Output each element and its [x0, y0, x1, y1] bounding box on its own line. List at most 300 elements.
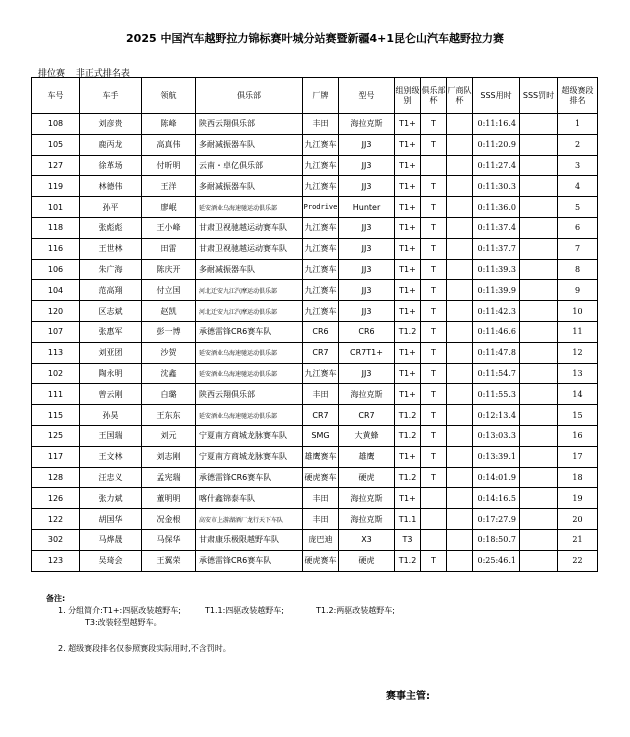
cell-brand: 九江赛车: [303, 238, 339, 259]
cell-club-cup: [421, 509, 447, 530]
cell-club: 河北迁安九江汽摩运动俱乐部: [196, 301, 303, 322]
cell-maker-cup: [447, 321, 473, 342]
cell-club: 云南・卓亿俱乐部: [196, 155, 303, 176]
cell-rank: 20: [558, 509, 598, 530]
cell-model: 海拉克斯: [339, 384, 395, 405]
cell-rank: 15: [558, 405, 598, 426]
cell-codriver: 付昕明: [142, 155, 196, 176]
table-row: [32, 425, 598, 446]
cell-sss-time: 0:11:39.9: [473, 280, 520, 301]
cell-sss-penalty: [520, 238, 558, 259]
cell-sss-penalty: [520, 280, 558, 301]
cell-maker-cup: [447, 238, 473, 259]
cell-club: 陕西云翔俱乐部: [196, 114, 303, 135]
chief-signature-label: 赛事主管:: [386, 691, 430, 702]
cell-model: JJ3: [339, 280, 395, 301]
cell-club: 喀什鑫锦泰车队: [196, 488, 303, 509]
cell-driver: 王文林: [80, 446, 142, 467]
table-row: [32, 321, 598, 342]
cell-car-number: 116: [32, 238, 80, 259]
cell-sss-penalty: [520, 529, 558, 550]
cell-maker-cup: [447, 114, 473, 135]
cell-sss-penalty: [520, 363, 558, 384]
cell-car-number: 113: [32, 342, 80, 363]
cell-sss-time: 0:11:16.4: [473, 114, 520, 135]
cell-driver: 汪忠义: [80, 467, 142, 488]
cell-maker-cup: [447, 301, 473, 322]
cell-sss-penalty: [520, 384, 558, 405]
cell-club: 宁夏南方商城龙脉赛车队: [196, 425, 303, 446]
cell-group: T1+: [395, 384, 421, 405]
table-row: [32, 238, 598, 259]
cell-group: T1.2: [395, 467, 421, 488]
table-row: [32, 467, 598, 488]
table-header-row: [32, 78, 598, 114]
cell-group: T1+: [395, 488, 421, 509]
cell-brand: 九江赛车: [303, 259, 339, 280]
cell-maker-cup: [447, 446, 473, 467]
cell-brand: CR7: [303, 405, 339, 426]
cell-club-cup: T: [421, 217, 447, 238]
cell-club-cup: T: [421, 384, 447, 405]
cell-maker-cup: [447, 550, 473, 571]
notes: [46, 593, 395, 655]
cell-sss-penalty: [520, 467, 558, 488]
cell-maker-cup: [447, 405, 473, 426]
header-rank: 超级赛段排名: [558, 78, 598, 114]
cell-rank: 3: [558, 155, 598, 176]
cell-club: 承德雷锋CR6赛车队: [196, 321, 303, 342]
cell-club-cup: T: [421, 114, 447, 135]
cell-sss-time: 0:11:39.3: [473, 259, 520, 280]
cell-brand: 九江赛车: [303, 134, 339, 155]
cell-group: T1.1: [395, 509, 421, 530]
cell-rank: 14: [558, 384, 598, 405]
header-club-cup: 俱乐部杯: [421, 78, 447, 114]
cell-codriver: 陈峰: [142, 114, 196, 135]
cell-group: T1+: [395, 363, 421, 384]
table-row: [32, 134, 598, 155]
cell-club: 延安酒业乌海速驰运动俱乐部: [196, 363, 303, 384]
cell-club-cup: T: [421, 321, 447, 342]
cell-rank: 6: [558, 217, 598, 238]
header-codriver: 领航: [142, 78, 196, 114]
cell-sss-time: 0:12:13.4: [473, 405, 520, 426]
cell-car-number: 106: [32, 259, 80, 280]
cell-sss-penalty: [520, 446, 558, 467]
cell-codriver: 高真伟: [142, 134, 196, 155]
cell-maker-cup: [447, 155, 473, 176]
cell-sss-penalty: [520, 217, 558, 238]
cell-rank: 13: [558, 363, 598, 384]
cell-sss-penalty: [520, 509, 558, 530]
cell-car-number: 117: [32, 446, 80, 467]
table-row: [32, 550, 598, 571]
cell-brand: 九江赛车: [303, 301, 339, 322]
cell-model: 雄鹰: [339, 446, 395, 467]
cell-maker-cup: [447, 363, 473, 384]
cell-model: JJ3: [339, 134, 395, 155]
table-row: [32, 280, 598, 301]
cell-driver: 陶永明: [80, 363, 142, 384]
cell-model: Hunter: [339, 197, 395, 218]
cell-rank: 4: [558, 176, 598, 197]
cell-sss-penalty: [520, 176, 558, 197]
cell-driver: 刘彦贵: [80, 114, 142, 135]
cell-model: CR7T1+: [339, 342, 395, 363]
cell-brand: 丰田: [303, 488, 339, 509]
cell-group: T1+: [395, 238, 421, 259]
cell-brand: 丰田: [303, 384, 339, 405]
cell-car-number: 105: [32, 134, 80, 155]
cell-sss-time: 0:14:16.5: [473, 488, 520, 509]
cell-car-number: 119: [32, 176, 80, 197]
cell-codriver: 王翼荣: [142, 550, 196, 571]
cell-car-number: 101: [32, 197, 80, 218]
cell-sss-penalty: [520, 197, 558, 218]
table-row: [32, 342, 598, 363]
cell-club-cup: [421, 155, 447, 176]
stage-label: 排位赛: [38, 69, 66, 79]
cell-club: 河北迁安九江汽摩运动俱乐部: [196, 280, 303, 301]
cell-sss-time: 0:11:47.8: [473, 342, 520, 363]
cell-rank: 16: [558, 425, 598, 446]
cell-model: 硬虎: [339, 467, 395, 488]
cell-group: T1+: [395, 301, 421, 322]
cell-model: 大黄蜂: [339, 425, 395, 446]
cell-codriver: 王小峰: [142, 217, 196, 238]
table-row: [32, 176, 598, 197]
cell-brand: 雄鹰赛车: [303, 446, 339, 467]
cell-codriver: 沈鑫: [142, 363, 196, 384]
cell-rank: 21: [558, 529, 598, 550]
cell-driver: 林德伟: [80, 176, 142, 197]
cell-brand: 硬虎赛车: [303, 550, 339, 571]
cell-club: 承德雷锋CR6赛车队: [196, 467, 303, 488]
cell-club: 高安市上游湖酒厂龙行天下车队: [196, 509, 303, 530]
cell-brand: 九江赛车: [303, 176, 339, 197]
table-row: [32, 197, 598, 218]
cell-rank: 11: [558, 321, 598, 342]
cell-sss-penalty: [520, 259, 558, 280]
cell-model: CR6: [339, 321, 395, 342]
cell-driver: 吴琦会: [80, 550, 142, 571]
table-row: [32, 384, 598, 405]
results-table: [31, 77, 598, 572]
group-note-line: [58, 605, 395, 617]
cell-sss-time: 0:11:37.4: [473, 217, 520, 238]
cell-brand: 硬虎赛车: [303, 467, 339, 488]
cell-car-number: 128: [32, 467, 80, 488]
table-row: [32, 405, 598, 426]
cell-group: T1+: [395, 217, 421, 238]
cell-group: T1+: [395, 446, 421, 467]
cell-group: T1+: [395, 114, 421, 135]
cell-model: JJ3: [339, 301, 395, 322]
header-sss-time: SSS用时: [473, 78, 520, 114]
cell-maker-cup: [447, 342, 473, 363]
header-car-number: 车号: [32, 78, 80, 114]
cell-car-number: 125: [32, 425, 80, 446]
cell-group: T1+: [395, 155, 421, 176]
cell-sss-time: 0:14:01.9: [473, 467, 520, 488]
cell-rank: 12: [558, 342, 598, 363]
cell-club-cup: T: [421, 550, 447, 571]
cell-rank: 8: [558, 259, 598, 280]
cell-car-number: 111: [32, 384, 80, 405]
notes-label: 备注:: [46, 594, 66, 603]
group-note-t12: T1.2:两驱改装越野车;: [316, 606, 395, 615]
cell-model: 海拉克斯: [339, 488, 395, 509]
cell-driver: 胡国华: [80, 509, 142, 530]
table-row: [32, 259, 598, 280]
group-note-t11: T1.1:四驱改装越野车;: [205, 606, 284, 615]
cell-sss-time: 0:13:39.1: [473, 446, 520, 467]
cell-club-cup: T: [421, 301, 447, 322]
cell-group: T1+: [395, 280, 421, 301]
cell-model: 硬虎: [339, 550, 395, 571]
cell-sss-time: 0:11:27.4: [473, 155, 520, 176]
cell-car-number: 108: [32, 114, 80, 135]
cell-maker-cup: [447, 259, 473, 280]
cell-sss-penalty: [520, 301, 558, 322]
cell-rank: 1: [558, 114, 598, 135]
cell-driver: 马烨晟: [80, 529, 142, 550]
cell-sss-penalty: [520, 550, 558, 571]
cell-rank: 2: [558, 134, 598, 155]
cell-club-cup: T: [421, 467, 447, 488]
cell-sss-penalty: [520, 405, 558, 426]
cell-club-cup: T: [421, 280, 447, 301]
cell-club-cup: T: [421, 405, 447, 426]
group-note-t3: T3:改装轻型越野车。: [85, 618, 162, 627]
cell-sss-penalty: [520, 488, 558, 509]
cell-maker-cup: [447, 488, 473, 509]
cell-driver: 朱广海: [80, 259, 142, 280]
cell-sss-penalty: [520, 134, 558, 155]
cell-sss-time: 0:13:03.3: [473, 425, 520, 446]
cell-sss-time: 0:11:42.3: [473, 301, 520, 322]
ranking-note: 2. 超级赛段排名仅参照赛段实际用时,不含罚时。: [58, 644, 231, 653]
table-row: [32, 217, 598, 238]
cell-club: 甘肃卫视驰越运动赛车队: [196, 238, 303, 259]
cell-codriver: 马保华: [142, 529, 196, 550]
cell-sss-time: 0:11:54.7: [473, 363, 520, 384]
cell-club: 延安酒业乌海速驰运动俱乐部: [196, 342, 303, 363]
cell-car-number: 126: [32, 488, 80, 509]
table-row: [32, 301, 598, 322]
cell-driver: 区志斌: [80, 301, 142, 322]
cell-club-cup: T: [421, 425, 447, 446]
header-maker-cup: 厂商队杯: [447, 78, 473, 114]
header-club: 俱乐部: [196, 78, 303, 114]
cell-driver: 张彪彪: [80, 217, 142, 238]
cell-group: T1.2: [395, 405, 421, 426]
cell-club-cup: T: [421, 134, 447, 155]
cell-group: T1+: [395, 342, 421, 363]
cell-club-cup: [421, 529, 447, 550]
cell-codriver: 王洋: [142, 176, 196, 197]
cell-rank: 22: [558, 550, 598, 571]
cell-car-number: 122: [32, 509, 80, 530]
cell-maker-cup: [447, 509, 473, 530]
cell-rank: 9: [558, 280, 598, 301]
status-label: 非正式排名表: [75, 69, 130, 79]
cell-maker-cup: [447, 280, 473, 301]
cell-model: JJ3: [339, 259, 395, 280]
cell-sss-time: 0:11:37.7: [473, 238, 520, 259]
cell-club-cup: T: [421, 363, 447, 384]
cell-car-number: 127: [32, 155, 80, 176]
cell-maker-cup: [447, 197, 473, 218]
cell-sss-time: 0:18:50.7: [473, 529, 520, 550]
cell-club-cup: T: [421, 197, 447, 218]
table-row: [32, 509, 598, 530]
table-row: [32, 155, 598, 176]
cell-brand: 九江赛车: [303, 280, 339, 301]
cell-club: 延安酒业乌海速驰运动俱乐部: [196, 405, 303, 426]
cell-group: T1+: [395, 259, 421, 280]
cell-club-cup: T: [421, 176, 447, 197]
cell-sss-penalty: [520, 342, 558, 363]
table-row: [32, 363, 598, 384]
cell-codriver: 白璐: [142, 384, 196, 405]
cell-model: JJ3: [339, 217, 395, 238]
cell-club-cup: T: [421, 342, 447, 363]
cell-brand: 九江赛车: [303, 363, 339, 384]
header-driver: 车手: [80, 78, 142, 114]
cell-model: 海拉克斯: [339, 114, 395, 135]
header-brand: 厂牌: [303, 78, 339, 114]
cell-car-number: 107: [32, 321, 80, 342]
cell-model: JJ3: [339, 155, 395, 176]
cell-driver: 孙平: [80, 197, 142, 218]
cell-sss-time: 0:11:55.3: [473, 384, 520, 405]
cell-driver: 徐革场: [80, 155, 142, 176]
cell-maker-cup: [447, 529, 473, 550]
cell-codriver: 彭一博: [142, 321, 196, 342]
cell-codriver: 田雷: [142, 238, 196, 259]
cell-model: JJ3: [339, 363, 395, 384]
cell-codriver: 赵凯: [142, 301, 196, 322]
cell-club: 延安酒业乌海速驰运动俱乐部: [196, 197, 303, 218]
cell-codriver: 王东东: [142, 405, 196, 426]
cell-group: T1+: [395, 197, 421, 218]
cell-maker-cup: [447, 384, 473, 405]
cell-rank: 7: [558, 238, 598, 259]
header-model: 型号: [339, 78, 395, 114]
cell-codriver: 董明明: [142, 488, 196, 509]
cell-rank: 19: [558, 488, 598, 509]
cell-driver: 王世林: [80, 238, 142, 259]
cell-driver: 王国瑞: [80, 425, 142, 446]
cell-maker-cup: [447, 467, 473, 488]
cell-club: 陕西云翔俱乐部: [196, 384, 303, 405]
cell-sss-time: 0:11:46.6: [473, 321, 520, 342]
cell-driver: 张力斌: [80, 488, 142, 509]
cell-club-cup: T: [421, 238, 447, 259]
cell-group: T1.2: [395, 425, 421, 446]
cell-sss-time: 0:11:30.3: [473, 176, 520, 197]
cell-codriver: 付立国: [142, 280, 196, 301]
cell-codriver: 廖岷: [142, 197, 196, 218]
cell-club-cup: T: [421, 259, 447, 280]
cell-sss-time: 0:11:36.0: [473, 197, 520, 218]
cell-model: CR7: [339, 405, 395, 426]
cell-club: 多耐减振器车队: [196, 176, 303, 197]
cell-club: 甘肃康乐极限越野车队: [196, 529, 303, 550]
cell-sss-penalty: [520, 114, 558, 135]
cell-club-cup: [421, 488, 447, 509]
cell-rank: 17: [558, 446, 598, 467]
cell-group: T1.2: [395, 321, 421, 342]
cell-rank: 10: [558, 301, 598, 322]
cell-brand: Prodrive: [303, 197, 339, 218]
cell-codriver: 刘志刚: [142, 446, 196, 467]
cell-sss-time: 0:17:27.9: [473, 509, 520, 530]
cell-group: T1+: [395, 176, 421, 197]
cell-model: JJ3: [339, 238, 395, 259]
cell-model: JJ3: [339, 176, 395, 197]
cell-brand: 丰田: [303, 114, 339, 135]
cell-codriver: 陈庆开: [142, 259, 196, 280]
cell-codriver: 刘元: [142, 425, 196, 446]
cell-brand: SMG: [303, 425, 339, 446]
cell-driver: 鹿丙龙: [80, 134, 142, 155]
cell-codriver: 况金根: [142, 509, 196, 530]
cell-brand: 庞巴迪: [303, 529, 339, 550]
cell-model: X3: [339, 529, 395, 550]
cell-model: 海拉克斯: [339, 509, 395, 530]
header-group: 组别级别: [395, 78, 421, 114]
cell-club: 多耐减振器车队: [196, 259, 303, 280]
cell-driver: 孙昊: [80, 405, 142, 426]
cell-brand: CR7: [303, 342, 339, 363]
cell-driver: 张惠军: [80, 321, 142, 342]
cell-car-number: 115: [32, 405, 80, 426]
cell-club-cup: T: [421, 446, 447, 467]
cell-maker-cup: [447, 134, 473, 155]
cell-car-number: 123: [32, 550, 80, 571]
cell-sss-time: 0:25:46.1: [473, 550, 520, 571]
cell-driver: 刘亚团: [80, 342, 142, 363]
cell-club: 承德雷锋CR6赛车队: [196, 550, 303, 571]
cell-codriver: 孟宪瑞: [142, 467, 196, 488]
cell-driver: 曾云刚: [80, 384, 142, 405]
group-note-t1plus: 1. 分组简介:T1+:四驱改装越野车;: [58, 606, 181, 615]
page-title: 2025 中国汽车越野拉力锦标赛叶城分站赛暨新疆4+1昆仑山汽车越野拉力赛: [126, 32, 504, 45]
cell-car-number: 302: [32, 529, 80, 550]
cell-driver: 范高翔: [80, 280, 142, 301]
cell-rank: 5: [558, 197, 598, 218]
table-row: [32, 446, 598, 467]
cell-group: T3: [395, 529, 421, 550]
cell-group: T1+: [395, 134, 421, 155]
cell-car-number: 118: [32, 217, 80, 238]
cell-brand: CR6: [303, 321, 339, 342]
cell-brand: 九江赛车: [303, 155, 339, 176]
cell-car-number: 104: [32, 280, 80, 301]
cell-brand: 丰田: [303, 509, 339, 530]
table-row: [32, 114, 598, 135]
cell-club: 多耐减振器车队: [196, 134, 303, 155]
cell-rank: 18: [558, 467, 598, 488]
table-row: [32, 529, 598, 550]
cell-sss-penalty: [520, 425, 558, 446]
table-row: [32, 488, 598, 509]
cell-club: 宁夏南方商城龙脉赛车队: [196, 446, 303, 467]
cell-maker-cup: [447, 217, 473, 238]
